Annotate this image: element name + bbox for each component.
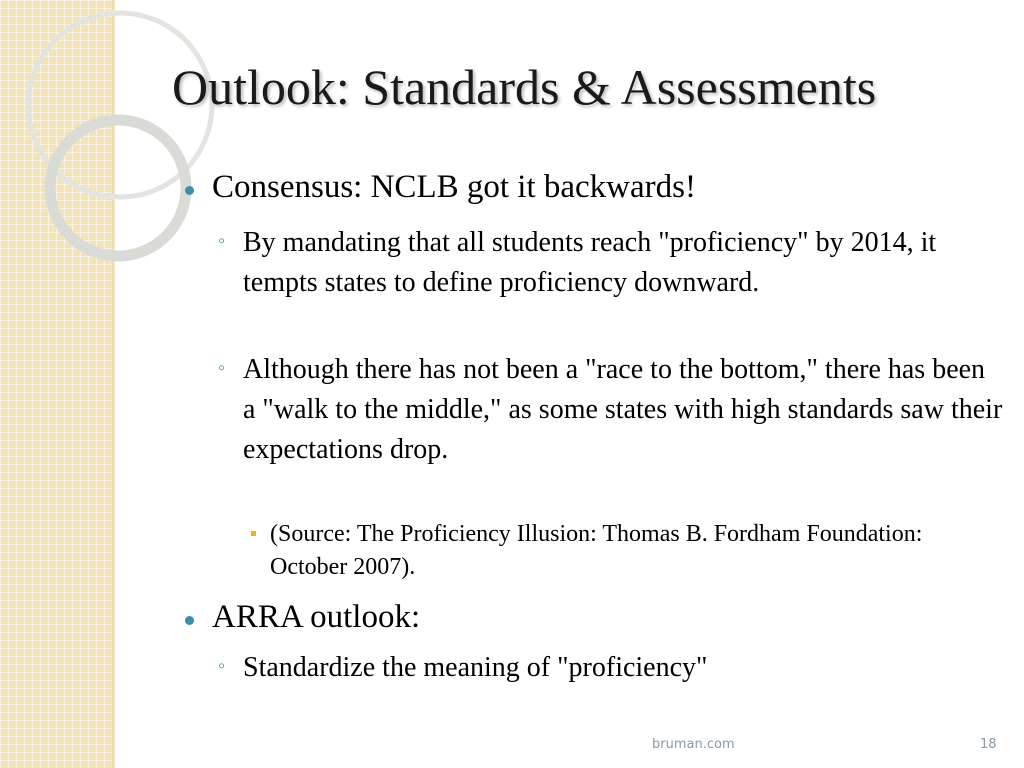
bullet-level2: Standardize the meaning of "proficiency": [243, 652, 708, 683]
bullet-level2: Although there has not been a "race to the bottom," there has been a "walk to the middle," as some states with high standards saw their expectations drop.: [243, 354, 1003, 465]
footer-site: bruman.com: [652, 737, 735, 752]
bullet-ring-icon: ◦: [218, 357, 226, 379]
bullet-level3: (Source: The Proficiency Illusion: Thomas B. Fordham Foundation: October 2007).: [270, 521, 923, 581]
slide-number: 18: [980, 737, 997, 752]
bullet-dot-icon: [185, 616, 194, 625]
bullet-square-icon: [251, 531, 256, 536]
bullet-ring-icon: ◦: [218, 230, 226, 252]
bullet-level2: By mandating that all students reach "proficiency" by 2014, it tempts states to define proficiency downward.: [243, 227, 937, 298]
bullet-dot-icon: [185, 186, 194, 195]
bullet-ring-icon: ◦: [218, 655, 226, 677]
bullet-level1: Consensus: NCLB got it backwards!: [212, 169, 696, 205]
slide-title: Outlook: Standards & Assessments: [172, 59, 877, 115]
bullet-level1: ARRA outlook:: [212, 599, 421, 635]
